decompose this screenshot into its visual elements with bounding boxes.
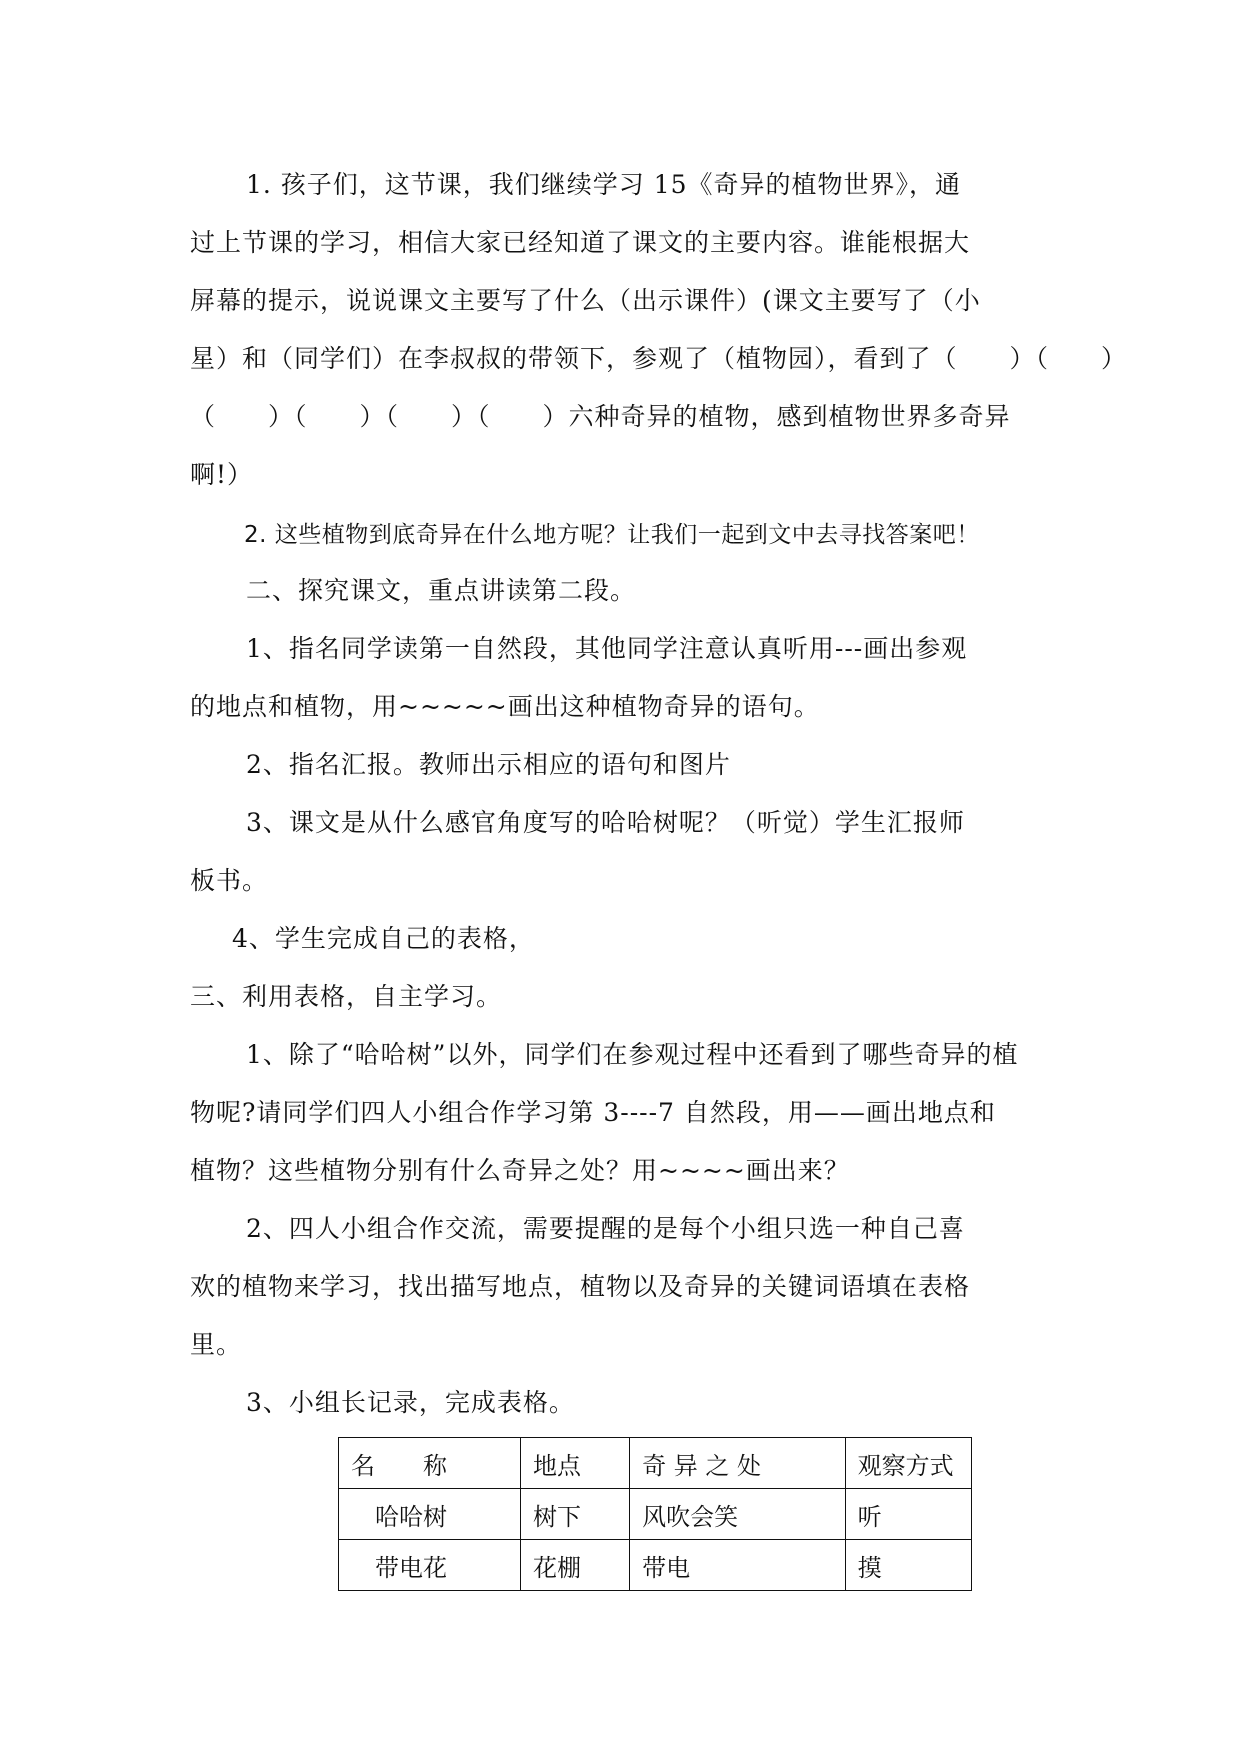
section-heading: 二、探究课文，重点讲读第二段。 <box>246 576 637 605</box>
paragraph-line: 1. 孩子们，这节课，我们继续学习 15《奇异的植物世界》，通 <box>246 170 962 199</box>
cell-feature: 带电 <box>630 1540 846 1591</box>
paragraph-line: 植物？这些植物分别有什么奇异之处？用~~~~画出来？ <box>190 1156 850 1185</box>
paragraph-line: 2、指名汇报。教师出示相应的语句和图片 <box>246 750 731 779</box>
paragraph-line: （ ）（ ）（ ）（ ）六种奇异的植物，感到植物世界多奇异 <box>190 402 1011 431</box>
paragraph-line: 屏幕的提示，说说课文主要写了什么（出示课件）(课文主要写了（小 <box>190 286 981 315</box>
paragraph-line: 3、课文是从什么感官角度写的哈哈树呢？（听觉）学生汇报师 <box>246 808 965 837</box>
header-method: 观察方式 <box>845 1438 971 1489</box>
paragraph-line: 2. 这些植物到底奇异在什么地方呢？让我们一起到文中去寻找答案吧！ <box>244 522 980 548</box>
cell-location: 花棚 <box>521 1540 630 1591</box>
paragraph-line: 2、四人小组合作交流，需要提醒的是每个小组只选一种自己喜 <box>246 1214 965 1243</box>
paragraph-line: 欢的植物来学习，找出描写地点，植物以及奇异的关键词语填在表格 <box>190 1272 971 1301</box>
paragraph-line: 星）和（同学们）在李叔叔的带领下，参观了（植物园），看到了（ ）（ ） <box>190 344 1128 373</box>
section-heading: 三、利用表格，自主学习。 <box>190 982 503 1011</box>
paragraph-line: 板书。 <box>190 866 269 895</box>
paragraph-line: 过上节课的学习，相信大家已经知道了课文的主要内容。谁能根据大 <box>190 228 971 257</box>
paragraph-line: 的地点和植物，用~~~~~画出这种植物奇异的语句。 <box>190 692 820 721</box>
cell-feature: 风吹会笑 <box>630 1489 846 1540</box>
cell-method: 听 <box>845 1489 971 1540</box>
cell-method: 摸 <box>845 1540 971 1591</box>
paragraph-line: 里。 <box>190 1330 243 1359</box>
cell-location: 树下 <box>521 1489 630 1540</box>
paragraph-line: 3、小组长记录，完成表格。 <box>246 1388 575 1417</box>
header-feature: 奇 异 之 处 <box>630 1438 846 1489</box>
table-header-row <box>339 1438 972 1489</box>
paragraph-line: 4、学生完成自己的表格， <box>232 924 535 953</box>
plant-table <box>338 1437 972 1591</box>
cell-name: 哈哈树 <box>339 1489 521 1540</box>
paragraph-line: 物呢?请同学们四人小组合作学习第 3----7 自然段，用——画出地点和 <box>190 1098 996 1127</box>
table-row <box>339 1489 972 1540</box>
paragraph-line: 1、指名同学读第一自然段，其他同学注意认真听用---画出参观 <box>246 634 968 663</box>
table-row <box>339 1540 972 1591</box>
header-location: 地点 <box>521 1438 630 1489</box>
cell-name: 带电花 <box>339 1540 521 1591</box>
header-name: 名 称 <box>339 1438 521 1489</box>
paragraph-line: 1、除了“哈哈树”以外，同学们在参观过程中还看到了哪些奇异的植 <box>246 1040 1019 1069</box>
paragraph-line: 啊!） <box>190 460 254 489</box>
